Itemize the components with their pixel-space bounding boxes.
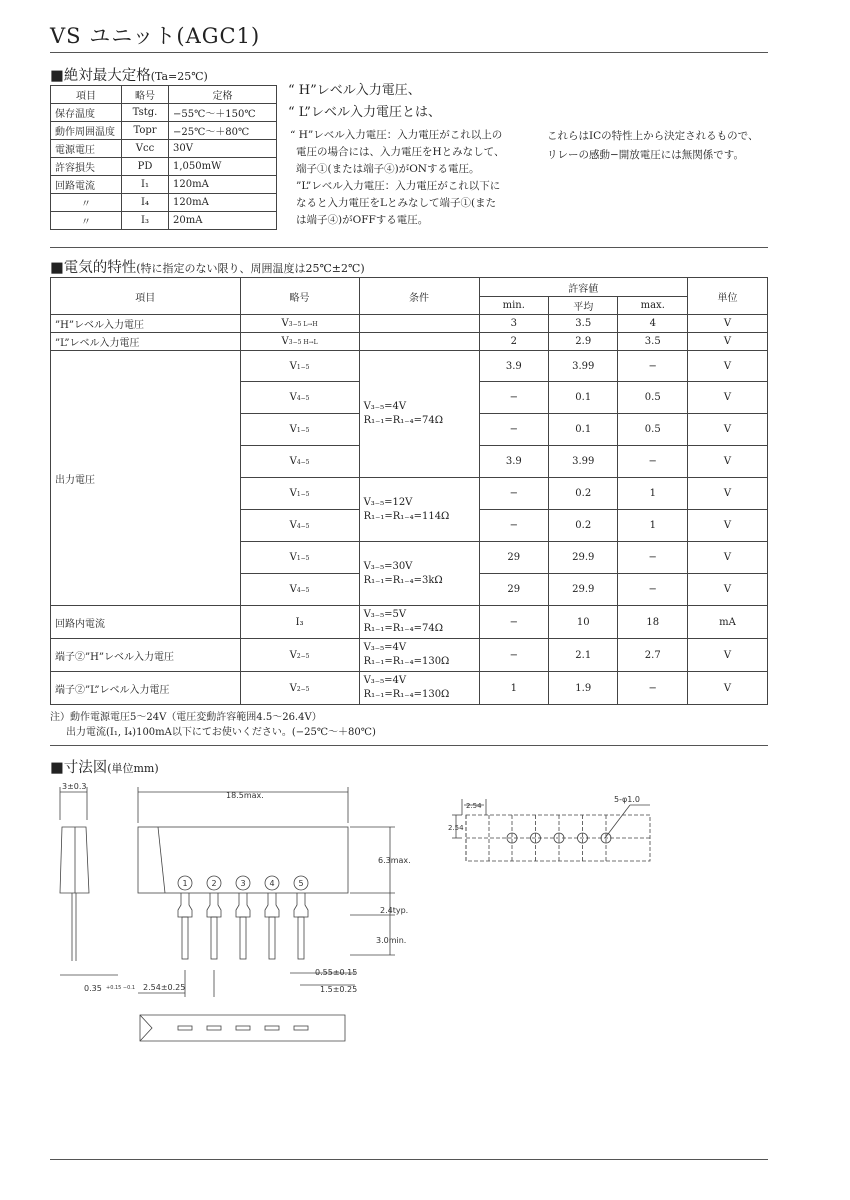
out-min: 29 [479, 574, 548, 606]
explain-body [290, 127, 504, 229]
out-min: 3.9 [479, 351, 548, 382]
out-sym [240, 351, 359, 382]
dims-heading-cond: (単位mm) [107, 762, 159, 775]
out-min: 3.9 [479, 446, 548, 478]
out-sym [240, 542, 359, 574]
out-sym [240, 510, 359, 542]
elec-heading [50, 256, 365, 277]
t2h-sym-sub: 2−5 [296, 652, 310, 660]
abs-cell: PD [122, 158, 169, 176]
abs-cell: 30V [169, 140, 277, 158]
lin-sym-sub: 3−5 H→L [288, 339, 318, 346]
pin-number: 1 [182, 879, 188, 888]
out-max: − [618, 542, 688, 574]
table-row [51, 86, 277, 104]
pin-number: 3 [240, 879, 246, 888]
lin-min: 2 [479, 333, 548, 351]
table-row [51, 278, 768, 297]
cond-line: R₁₋₁=R₁₋₄=130Ω [363, 689, 450, 700]
out-sym [240, 382, 359, 414]
t2l-sym-sub: 2−5 [296, 685, 310, 693]
out-typ: 3.99 [549, 351, 618, 382]
pin-lead [182, 917, 188, 959]
section-rule [50, 247, 768, 248]
out-min: − [479, 510, 548, 542]
title-rule [50, 52, 768, 53]
out-unit: V [688, 351, 768, 382]
abs-cell: I₄ [122, 194, 169, 212]
abs-cell: −55℃〜＋150℃ [169, 104, 277, 122]
explain-remark-line: リレーの感動−開放電圧には無関係です。 [547, 149, 744, 161]
pin-shoulder [236, 893, 250, 917]
table-row [51, 140, 277, 158]
abs-max-table [50, 85, 277, 230]
pin-lead [240, 917, 246, 959]
abs-cell: 許容損失 [51, 158, 122, 176]
abs-cell: 120mA [169, 176, 277, 194]
pin-slot [178, 1026, 192, 1030]
section-rule [50, 745, 768, 746]
circ-item: 回路内電流 [51, 606, 241, 639]
out-min: 29 [479, 542, 548, 574]
explain-title [288, 80, 441, 124]
circ-sym: I₃ [240, 606, 359, 639]
dim-typ: 2.4typ. [380, 906, 409, 915]
cond-line: R₁₋₁=R₁₋₄=130Ω [363, 656, 450, 667]
cond-line: V₃₋₅=4V [363, 675, 407, 686]
circ-unit: mA [688, 606, 768, 639]
explain-remark [547, 127, 758, 165]
out-sym-sub: 4−5 [296, 459, 310, 466]
pin-slot [207, 1026, 221, 1030]
elec-table [50, 277, 768, 705]
abs-cell: 〃 [51, 212, 122, 230]
abs-cell: 動作周囲温度 [51, 122, 122, 140]
dims-heading [50, 756, 159, 777]
out-sym [240, 478, 359, 510]
pin-shoulder [265, 893, 279, 917]
abs-max-heading-cond: (Ta=25℃) [150, 70, 208, 83]
out-min: − [479, 414, 548, 446]
t2l-sym [240, 672, 359, 705]
out-sym [240, 446, 359, 478]
t2l-sym-main: V [289, 682, 297, 694]
t2l-typ: 1.9 [549, 672, 618, 705]
t2h-unit: V [688, 639, 768, 672]
abs-cell: 120mA [169, 194, 277, 212]
out-sym-main: V [289, 424, 297, 435]
out-sym-main: V [289, 584, 297, 595]
circ-typ: 10 [549, 606, 618, 639]
out-typ: 29.9 [549, 542, 618, 574]
elec-header-sym: 略号 [240, 278, 359, 315]
out-max: 1 [618, 510, 688, 542]
dim-pcb-pitch: 2.54 [466, 802, 482, 810]
hin-unit: V [688, 315, 768, 333]
elec-header-typ: 平均 [549, 297, 618, 315]
out-sym-sub: 1−5 [296, 427, 310, 434]
out-min: − [479, 382, 548, 414]
lin-typ: 2.9 [549, 333, 618, 351]
t2h-typ: 2.1 [549, 639, 618, 672]
out-max: 0.5 [618, 414, 688, 446]
page-title: VS ユニット(AGC1) [50, 24, 261, 48]
explain-q1: “ H”レベル入力電圧、 [288, 83, 421, 98]
t2l-unit: V [688, 672, 768, 705]
note-line: 注）動作電源電圧5〜24V（電圧変動許容範囲4.5〜26.4V） [50, 712, 322, 723]
elec-heading-text: ■電気的特性 [50, 260, 137, 276]
out-sym-main: V [289, 392, 297, 403]
out-unit: V [688, 478, 768, 510]
out-cond-3 [359, 542, 479, 606]
explain-line: 端子①(または端子④)がONする電圧。 [296, 163, 480, 175]
cond-line: V₃₋₅=30V [363, 560, 413, 572]
out-typ: 0.2 [549, 478, 618, 510]
pin-lead [298, 917, 304, 959]
out-sym-sub: 1−5 [296, 491, 310, 498]
dim-holes: 5-φ1.0 [614, 795, 640, 804]
pin-shoulder [178, 893, 192, 917]
dim-thickness: 3±0.3 [62, 782, 87, 791]
cond-line: V₃₋₅=4V [363, 401, 407, 412]
hin-sym-sub: 3−5 L→H [288, 321, 318, 328]
out-sym [240, 574, 359, 606]
abs-cell: 保存温度 [51, 104, 122, 122]
explain-line: ”L”レベル入力電圧：入力電圧がこれ以下に [296, 180, 501, 192]
abs-cell: Tstg. [122, 104, 169, 122]
t2h-sym [240, 639, 359, 672]
cond-line: R₁₋₁=R₁₋₄=74Ω [363, 623, 443, 634]
out-max: − [618, 574, 688, 606]
out-typ: 3.99 [549, 446, 618, 478]
pin-slot [236, 1026, 250, 1030]
table-row [51, 122, 277, 140]
dim-pitch: 2.54±0.25 [143, 983, 186, 992]
abs-cell: Topr [122, 122, 169, 140]
abs-cell: Vcc [122, 140, 169, 158]
out-sym-sub: 1−5 [296, 555, 310, 562]
pin-lead [269, 917, 275, 959]
note-line: 出力電流(I₁, I₄)100mA以下にてお使いください。(−25℃〜＋80℃) [66, 727, 376, 738]
abs-cell: I₁ [122, 176, 169, 194]
pin-number: 4 [269, 879, 275, 888]
table-row [51, 212, 277, 230]
abs-cell: 20mA [169, 212, 277, 230]
lin-max: 3.5 [618, 333, 688, 351]
out-sym-main: V [289, 456, 297, 467]
dimension-drawing [0, 775, 850, 1055]
explain-line: 電圧の場合には、入力電圧をHとみなして、 [296, 146, 505, 158]
explain-line: は端子④)がOFFする電圧。 [296, 214, 429, 226]
dim-pcb-pitch-vertical: 2.54 [448, 824, 464, 832]
out-item: 出力電圧 [51, 351, 241, 606]
out-unit: V [688, 542, 768, 574]
table-row [51, 351, 768, 382]
dim-pin-tol: +0.15 −0.1 [106, 985, 136, 991]
notes [50, 710, 376, 740]
lin-cond [359, 333, 479, 351]
explain-q2: “ L”レベル入力電圧とは、 [288, 105, 441, 120]
cond-line: V₃₋₅=5V [363, 609, 407, 620]
lin-sym-main: V [281, 336, 289, 347]
dim-length: 18.5max. [226, 791, 264, 800]
t2h-min: − [479, 639, 548, 672]
out-sym-sub: 1−5 [296, 363, 310, 371]
out-unit: V [688, 510, 768, 542]
pin-lead [211, 917, 217, 959]
dim-height: 6.3max. [378, 856, 411, 865]
elec-header-tol: 許容値 [479, 278, 687, 297]
out-unit: V [688, 382, 768, 414]
abs-header-rating: 定格 [169, 86, 277, 104]
cond-line: R₁₋₁=R₁₋₄=3kΩ [363, 574, 443, 586]
t2l-item: 端子②”L”レベル入力電圧 [51, 672, 241, 705]
abs-cell: 電源電圧 [51, 140, 122, 158]
cond-line: R₁₋₁=R₁₋₄=74Ω [363, 415, 443, 426]
pin-shoulder [294, 893, 308, 917]
table-row [51, 639, 768, 672]
out-typ: 0.2 [549, 510, 618, 542]
dim-min: 3.0min. [376, 936, 407, 945]
t2l-cond [359, 672, 479, 705]
pin-number: 5 [298, 879, 304, 888]
footer-rule [50, 1159, 768, 1160]
cond-line: V₃₋₅=12V [363, 496, 413, 508]
out-sym-sub: 4−5 [296, 395, 310, 402]
abs-header-sym: 略号 [122, 86, 169, 104]
abs-cell: 回路電流 [51, 176, 122, 194]
out-typ: 0.1 [549, 382, 618, 414]
elec-header-unit: 単位 [688, 278, 768, 315]
elec-header-min: min. [479, 297, 548, 315]
elec-header-item: 項目 [51, 278, 241, 315]
out-sym-main: V [289, 360, 297, 372]
t2h-item: 端子②”H”レベル入力電圧 [51, 639, 241, 672]
out-unit: V [688, 414, 768, 446]
abs-cell: 〃 [51, 194, 122, 212]
dim-pin: 0.35 [84, 984, 102, 993]
out-sym-main: V [289, 520, 297, 531]
elec-header-cond: 条件 [359, 278, 479, 315]
out-unit: V [688, 446, 768, 478]
t2h-cond [359, 639, 479, 672]
circ-max: 18 [618, 606, 688, 639]
lin-sym [240, 333, 359, 351]
table-row [51, 672, 768, 705]
cond-line: R₁₋₁=R₁₋₄=114Ω [363, 510, 450, 522]
circ-min: − [479, 606, 548, 639]
out-min: − [479, 478, 548, 510]
out-max: 0.5 [618, 382, 688, 414]
hin-item: ”H”レベル入力電圧 [51, 315, 241, 333]
table-row [51, 176, 277, 194]
hin-cond [359, 315, 479, 333]
out-sym [240, 414, 359, 446]
table-row [51, 315, 768, 333]
abs-cell: −25℃〜＋80℃ [169, 122, 277, 140]
out-max: − [618, 351, 688, 382]
hin-sym-main: V [281, 318, 289, 329]
explain-line: “ H”レベル入力電圧：入力電圧がこれ以上の [290, 129, 503, 141]
table-row [51, 606, 768, 639]
out-typ: 0.1 [549, 414, 618, 446]
elec-header-max: max. [618, 297, 688, 315]
t2l-max: − [618, 672, 688, 705]
hin-sym [240, 315, 359, 333]
hin-max: 4 [618, 315, 688, 333]
out-sym-sub: 4−5 [296, 523, 310, 530]
out-typ: 29.9 [549, 574, 618, 606]
pin-number: 2 [211, 879, 217, 888]
out-sym-main: V [289, 488, 297, 499]
abs-cell: 1,050mW [169, 158, 277, 176]
t2l-min: 1 [479, 672, 548, 705]
lin-unit: V [688, 333, 768, 351]
out-unit: V [688, 574, 768, 606]
pin-slot [265, 1026, 279, 1030]
abs-cell: I₃ [122, 212, 169, 230]
lin-item: ”L”レベル入力電圧 [51, 333, 241, 351]
t2h-sym-main: V [289, 649, 297, 661]
hin-min: 3 [479, 315, 548, 333]
table-row [51, 158, 277, 176]
dim-end: 1.5±0.25 [320, 985, 358, 994]
elec-heading-cond: (特に指定のない限り、周囲温度は25℃±2℃) [136, 262, 365, 275]
circ-cond [359, 606, 479, 639]
out-cond-2 [359, 478, 479, 542]
cond-line: V₃₋₅=4V [363, 642, 407, 653]
out-cond-1 [359, 351, 479, 478]
pin-slot [294, 1026, 308, 1030]
out-sym-sub: 4−5 [296, 587, 310, 594]
hin-typ: 3.5 [549, 315, 618, 333]
dims-heading-text: ■寸法図 [50, 760, 108, 776]
dim-pin-width: 0.55±0.15 [315, 968, 358, 977]
abs-max-heading [50, 64, 208, 85]
table-row [51, 333, 768, 351]
explain-remark-line: これらはICの特性上から決定されるもので、 [547, 130, 759, 142]
explain-line: なると入力電圧をLとみなして端子①(また [296, 197, 497, 209]
abs-header-item: 項目 [51, 86, 122, 104]
out-max: 1 [618, 478, 688, 510]
abs-max-heading-text: ■絶対最大定格 [50, 68, 151, 84]
pin-shoulder [207, 893, 221, 917]
t2h-max: 2.7 [618, 639, 688, 672]
out-max: − [618, 446, 688, 478]
out-sym-main: V [289, 552, 297, 563]
table-row [51, 104, 277, 122]
table-row [51, 194, 277, 212]
